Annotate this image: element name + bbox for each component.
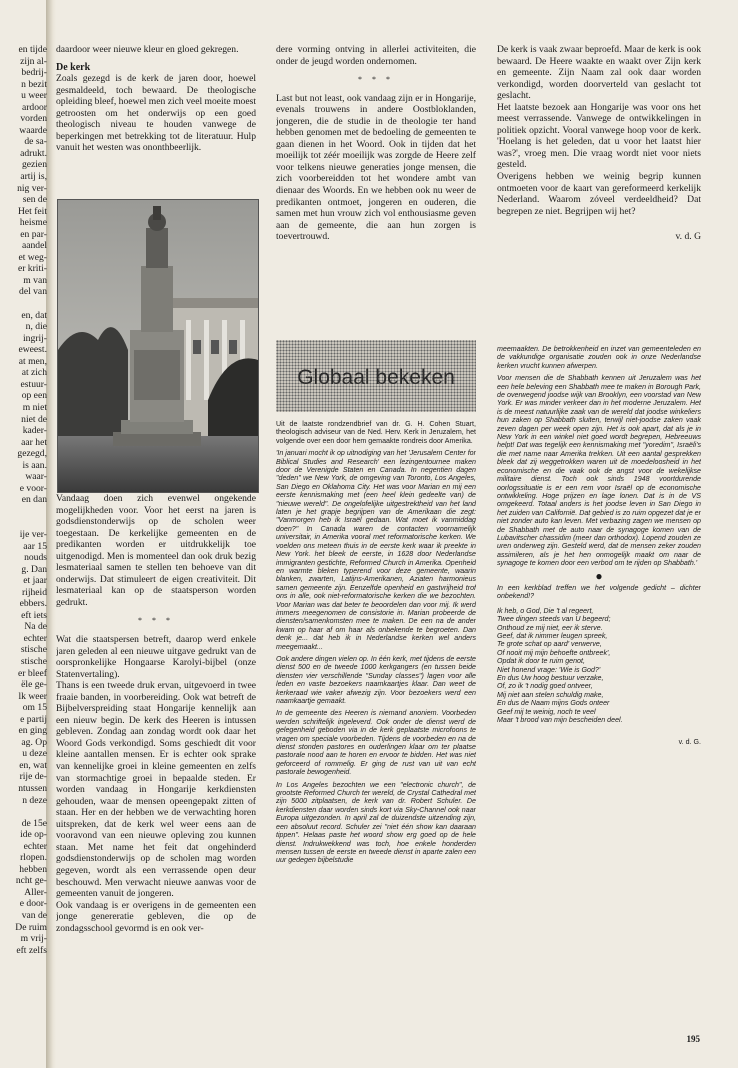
fragment-line: op een <box>21 390 47 402</box>
fragment-line: van de <box>21 910 47 922</box>
fragment-line: u weer <box>21 90 47 102</box>
paragraph: De kerk is vaak zwaar beproefd. Maar de kerk is ook bewaard. De Heere waakte en waakt over Zijn kerk en gemeente. Zijn Naam zal ook daar worden verkondigd, worden doorverteld van geslacht tot geslacht. <box>497 44 701 102</box>
fragment-line: sen de <box>22 194 47 206</box>
fragment-line: is aan. <box>22 459 47 471</box>
fragment-line: e door- <box>19 898 47 910</box>
fragment-line: de 15e <box>21 817 47 829</box>
poem-line: Onthoud ze mij niet, eer ik sterve. <box>497 623 603 632</box>
column-2-bottom <box>276 420 476 1040</box>
fragment-line: at men, <box>18 355 47 367</box>
fragment-line: stische <box>20 655 47 667</box>
fragment-line: zijn al- <box>20 55 47 67</box>
paragraph: meemaakten. De betrokkenheid en inzet van gemeenteleden en de vakkundige organisatie zouden ook in onze Nederlandse kerken vrucht kunnen afwerpen. <box>497 345 701 370</box>
fragment-line: heisme <box>19 217 47 229</box>
column-1-top <box>56 44 256 196</box>
fragment-line: er bleef <box>17 667 47 679</box>
fragment-line: ije ver- <box>19 528 47 540</box>
fragment-line: en ging <box>18 725 47 737</box>
paragraph: Ook vandaag is er overigens in de gemeenten een jonge genereratie gebleven, die op de zondagsschool gevormd is en ook ver- <box>56 899 256 934</box>
fragment-line: om 15 <box>22 702 47 714</box>
paragraph: Thans is een tweede druk ervan, uitgevoerd in twee fraaie banden, in voorbereiding. Ook wat betreft de Bijbelverspreiding staat Hongarije kennelijk aan een nieuw begin. De kerk des Heeren is intussen gebleven. Zondag aan zondag wordt ook daar het Woord Gods verkondigd. Soms geschiedt dit voor kleine aantallen mensen. Er is echter ook sprake van kennelijke groei in kleine gemeenten en zelfs van stormachtige groei in bepaalde steden. Er worden vandaag in Hongarije kerkdiensten gehouden, waar de mensen opeengepakt zitten of staan. Her en der hebben we de verwachting horen uitspreken, dat de kerk wel weer eens aan de vooravond van een nieuwe opleving zou kunnen staan. Met name het feit dat ongehinderd godsdienstonderwijs op de scholen mag worden gegeven, wordt als een verrassende open deur beschouwd. Men verwacht nieuwe aanwas voor de gemeenten vanuit de jongeren. <box>56 680 256 900</box>
fragment-line: et weg- <box>18 251 47 263</box>
poem-line: Of, zo ik 't nodig goed ontveer, <box>497 682 593 691</box>
fragment-line: del van <box>19 286 47 298</box>
fragment-line: gezegd, <box>17 448 47 460</box>
fragment-line: e partij <box>20 713 47 725</box>
poem-line: Niet honend vrage: 'Wie is God?' <box>497 665 601 674</box>
section-divider: * * * <box>138 616 174 626</box>
paragraph: In een kerkblad treffen we het volgende gedicht – dichter onbekend!? <box>497 583 701 601</box>
fragment-line: en, wat <box>19 759 47 771</box>
fragment-line: waarde <box>19 124 47 136</box>
poem-line: En dus de Naam mijns Gods onteer <box>497 699 610 708</box>
poem-line: Twee dingen steeds van U begeerd; <box>497 615 611 624</box>
globaal-bekeken-banner <box>276 340 476 412</box>
poem-line: En dus Uw hoog bestuur verzake, <box>497 674 604 683</box>
fragment-line: bedrij- <box>21 67 47 79</box>
fragment-line: echter <box>23 632 47 644</box>
signature: v. d. G. <box>678 738 701 747</box>
poem-line: Maar 't brood van mijn bescheiden deel. <box>497 716 623 725</box>
bullet-divider: ● <box>595 568 603 583</box>
paragraph: Het laatste bezoek aan Hongarije was voor ons het meest verrassende. Vanwege de ontwikkelingen in politiek opzicht. Vooral vanwege hoop voor de kerk. 'Hoelang is het geleden, dat u voor het laatst hier was?', vroeg men. Die vraag wordt niet voor niets gesteld. <box>497 101 701 171</box>
paragraph: dere vorming ontving in allerlei activiteiten, die onder de jeugd worden ondernomen. <box>276 44 476 67</box>
column-3-top <box>497 44 701 336</box>
monument-photo-image <box>58 200 258 492</box>
page-number: 195 <box>686 1034 700 1044</box>
fragment-line <box>0 506 47 518</box>
poem-line: Geef mij te weinig, noch te veel <box>497 707 596 716</box>
fragment-line: m niet <box>22 401 47 413</box>
paragraph: In de gemeente des Heeren is niemand anoniem. Voorbeden werden schriftelijk ingeleverd. Ook onder de dienst werd de gelegenheid geboden via in de kerk geplaatste microfoons te vragen om speciale voorbeden. Tijdens de voorbeden en na de dienst stonden pastores en ouderlingen klaar om ter plaatse pastorale nood aan te horen en ervoor te bidden. Het was niet geforceerd of rommelig. Er ging de rust van uit van echt pastorale bewogenheid. <box>276 709 476 777</box>
poem-line: Of nooit mij mijn behoefte ontbreek', <box>497 648 611 657</box>
fragment-line: en dan <box>21 494 47 506</box>
fragment-line: n, die <box>25 321 47 333</box>
fragment-line: De ruim <box>15 921 47 933</box>
paragraph: In Los Angeles bezochten we een "electronic church", de grootste Reformed Church ter wereld, de Crystal Cathedral met zijn 5000 zitplaatsen, de kerk van dr. Robert Schuler. De kerkdiensten daar worden sinds kort via Sky-Channel ook naar Europa uitgezonden. In april zal de duizendste uitzending zijn, een absoluut record. Schuler zei "niet één show kan daaraan tippen". Helaas paste het woord show erg goed op de hele dienst. Indrukwekkend was toch, hoe enkele honderden mensen tussen de eerste en tweede dienst in aparte zalen een uur gedegen bijbelstudie <box>276 780 476 865</box>
monument-photo <box>57 199 259 493</box>
fragment-line: n deze <box>22 794 47 806</box>
fragment-line: niet de <box>21 413 47 425</box>
fragment-line: ntussen <box>18 783 47 794</box>
fragment-line: rije de- <box>19 771 47 783</box>
fragment-line: at zich <box>21 367 47 379</box>
column-1-bottom <box>56 493 256 1036</box>
binding-spine <box>46 0 56 1068</box>
fragment-line: lk weer <box>18 690 47 702</box>
column-2-top <box>276 44 476 336</box>
fragment-line: eweest. <box>18 344 47 356</box>
fragment-line: estuur- <box>20 378 47 390</box>
fragment-line: gezien <box>21 159 47 171</box>
paragraph: Wat die staatspersen betreft, daarop werd enkele jaren geleden al een nieuwe uitgave gedrukt van de oorspronkelijke Hongaarse Karolyi-bijbel (onze Statenvertaling). <box>56 634 256 680</box>
fragment-line: ncht ge- <box>15 875 47 887</box>
fragment-line: ingrij- <box>23 332 47 344</box>
fragment-line: stische <box>20 644 47 656</box>
poem-line: Mij niet aan stelen schuldig make, <box>497 690 604 699</box>
poem-line: Te grote schat op aard' verwerve, <box>497 640 602 649</box>
fragment-line: de sa- <box>24 136 47 148</box>
fragment-line: g. Dan <box>21 563 47 575</box>
fragment-line: n bezit <box>21 78 47 90</box>
fragment-line: waar- <box>25 471 47 483</box>
fragment-line: m van <box>23 274 47 286</box>
column-3-bottom <box>497 345 701 985</box>
fragment-line: echter <box>23 840 47 852</box>
paragraph: Vandaag doen zich evenwel ongekende mogelijkheden voor. Voor het eerst na jaren is godsdienstonderwijs op de scholen weer toegestaan. De kerkelijke gemeenten en de predikanten worden er uitdrukkelijk toe uitgenodigd. Men is momenteel dan ook druk bezig lesmateriaal samen te stellen ten behoeve van dit onderwijs. Dat stimuleert de eigen creativiteit. Dit lesmateriaal kan op de staatsperson worden gedrukt. <box>56 493 256 608</box>
fragment-line: ële ge- <box>21 679 47 691</box>
fragment-line: Het feit <box>17 205 47 217</box>
fragment-line: en tijde <box>18 44 47 55</box>
fragment-line: aar 15 <box>23 540 47 552</box>
poem-line: Geef, dat ik nimmer leugen spreek, <box>497 632 608 640</box>
paragraph: Voor mensen die de Shabbath kennen uit Jeruzalem was het een hele beleving een Shabbath mee te maken in Borough Park, de overwegend joodse wijk van Brooklyn, een voorstad van New York. Er was minder verkeer dan in het moderne Jeruzalem. Het is de meest natuurlijke zaak van de wereld dat joodse winkeliers hun zaken op Shabbath sluiten, terwijl niet-joodse zaken vaak zeven dagen per week open zijn. Het is ook apart, dat als je in New York in een winkel niet goed wordt begrepen, Hebreeuws helpt! Dat was tegelijk een kennismaking met "yoredim", Israëli's die met name naar Amerika trekken. Uit een aantal gesprekken bleek dat zij weggetrokken waren uit de moedeloosheid in het economische en die vaak ook de angst voor de wekelijkse militaire dienst. Toch ook sinds 1948 voortdurende oorlogssituatie is er een rem voor Israël op de economische ontwikkeling. Hoge prijzen en lage lonen. Dat is in de VS omgekeerd. Totaal anders is het joodse leven in San Diego in het zuiden van Californië. Dat gebied is zo ruim opgezet dat je er niet zonder auto kan leven. Met verbazing zagen we mensen op de Shabbath met de auto naar de synagoge komen van de Lubavitscher chassidim (meer dan orthodox). Lopend zouden ze uren onderweg zijn. Gesteld werd, dat de mensen zeker zouden assimileren, als je het hen onmogelijk maakt om naar de synagoge te komen door een verbod om te rijden op Shabbath.' <box>497 374 701 568</box>
left-page-fragment <box>0 44 47 956</box>
fragment-line: kader- <box>22 425 47 437</box>
fragment-line: ide op- <box>20 829 47 841</box>
fragment-line: en, dat <box>21 309 47 321</box>
fragment-line: aar het <box>21 436 47 448</box>
fragment-line: ag. Op <box>21 736 47 748</box>
poem-line: Ik heb, o God, Die 't al regeert, <box>497 606 594 615</box>
paragraph: 'In januari mocht ik op uitnodiging van het 'Jerusalem Center for Biblical Studies and Research' een lezingentournee maken door de Verenigde Staten en Canada. In negentien dagen "deden" we New York, de omgeving van Toronto, Los Angeles, San Diego en Oklahoma City. Het was voor Marian en mij een eerste kennismaking met (een heel klein gedeelte van) de "nieuwe wereld". De ongelofelijke uitgestrektheid van het land laten je het grapje begrijpen van de Amerikaan die zegt: "Vanmorgen heb ik Israël gedaan. Wat moet ik vanmiddag doen?" In Canada waren de contacten voornamelijk universitair, in Amerika vooral met reformatorische kerken. We voelden ons meteen thuis in de eerste kerk waar ik preekte in New York. het bleek de eerste, in 1628 door Nederlandse immigranten gestichte, Reformed Church in Amerika. Openheid en warmte bleken typerend voor deze gemeente, waarin blanken, zwarten, Latijns-Amerikanen, Aziaten harmonieus samen gemeente zijn. Eenzelfde openheid en gastvrijheid trof ons in alle, ook niet-reformatorische kerken die we bezochten. Voor Marian was dat beter te beoordelen dan voor mij. Ik werd immers meegenomen de consistorie in. Marian probeerde de diensten/samenkomsten mee te maken. De een na de ander kwam op haar af om haar als onbekende te begroeten. Dan denk je... dat heb ik in Nederlandse kerken wel anders meegemaakt... <box>276 449 476 651</box>
fragment-line: ebbers. <box>19 598 47 610</box>
poem-line: Opdat ik door te ruim genot, <box>497 657 585 666</box>
fragment-line: rlopen. <box>20 852 47 864</box>
fragment-line: u deze <box>22 748 47 760</box>
fragment-line: Aller- <box>24 886 47 898</box>
fragment-line: e voor- <box>19 482 47 494</box>
fragment-line <box>0 806 47 818</box>
fragment-line: ardoor <box>21 101 47 113</box>
signature: v. d. G <box>675 231 701 243</box>
paragraph: Uit de laatste rondzendbrief van dr. G. H. Cohen Stuart, theologisch adviseur van de Ned. Herv. Kerk in Jeruzalem, het volgende over een door hem gemaakte rondreis door Amerika. <box>276 420 476 445</box>
fragment-line: nig ver- <box>17 182 47 194</box>
fragment-line: nouds <box>24 552 47 564</box>
fragment-line: eft iets <box>21 609 47 621</box>
fragment-line: eft zelfs <box>16 944 47 956</box>
fragment-line: en par- <box>20 228 47 240</box>
fragment-line: vorden <box>20 113 47 125</box>
paragraph: Ook andere dingen vielen op. In één kerk, met tijdens de eerste dienst 500 en de tweede 1000 kerkgangers (en tussen beide diensten vier verschillende "Sunday classes") lagen voor alle leden en vaste bezoekers naamkaartjes klaar. Dan weet de kerkeraad wie vaker afwezig zijn. Voor bezoekers werd een naamkaartje gemaakt. <box>276 654 476 705</box>
fragment-line <box>0 298 47 310</box>
fragment-line: hebben <box>19 863 47 875</box>
fragment-line: m vrij- <box>20 933 47 945</box>
paragraph: Last but not least, ook vandaag zijn er in Hongarije, evenals trouwens in andere Oostbloklanden, jongeren, die de studie in de theologie ter hand hebben genomen met de bedoeling de gemeenten te gaan dienen in het Woord. Ook in tijden dat het moeilijk tot zéér moeilijk was zorgde de Heere zelf voor telkens nieuwe generaties jonge mensen, die zich voorbereidden tot het wondere ambt van dienaar des Woords. En we hebben ook nu weer de predikanten ontmoet, jongeren en ouderen, die samen met hun vrouw zich vol enthousiasme geven aan de gemeente, die aan hun zorgen is toevertrouwd. <box>276 92 476 243</box>
fragment-line <box>0 517 47 529</box>
fragment-line: Na de <box>24 621 47 633</box>
paragraph: Zoals gezegd is de kerk de jaren door, hoewel gesmaldeeld, toch bewaard. De theologische opleiding bleef, hoewel men zich veel moeite moest getroosten om het onderwijs op een goed theologisch niveau te houden vanwege de beperkingen met betrekking tot de literatuur. Hulp vanuit het westen was ononthbeerlijk. <box>56 73 256 154</box>
fragment-line: aandel <box>21 240 47 252</box>
fragment-line: rijheid <box>21 586 47 598</box>
section-divider: * * * <box>358 75 394 85</box>
fragment-line: artij is, <box>20 171 47 183</box>
section-heading: De kerk <box>56 61 91 73</box>
fragment-line: er kriti- <box>17 263 47 275</box>
poem <box>497 607 701 725</box>
paragraph: daardoor weer nieuwe kleur en gloed gekregen. <box>56 44 239 55</box>
fragment-line: adrukt. <box>20 147 47 159</box>
fragment-line: et jaar <box>23 575 47 587</box>
paragraph: Overigens hebben we weinig begrip kunnen ontmoeten voor de kaart van gereformeerd kerkelijk Nederland. Waarom zóveel verdeeldheid? Dat begrepen ze niet. Begrijpen wij het? <box>497 171 701 217</box>
banner-title: Globaal bekeken <box>297 366 455 389</box>
